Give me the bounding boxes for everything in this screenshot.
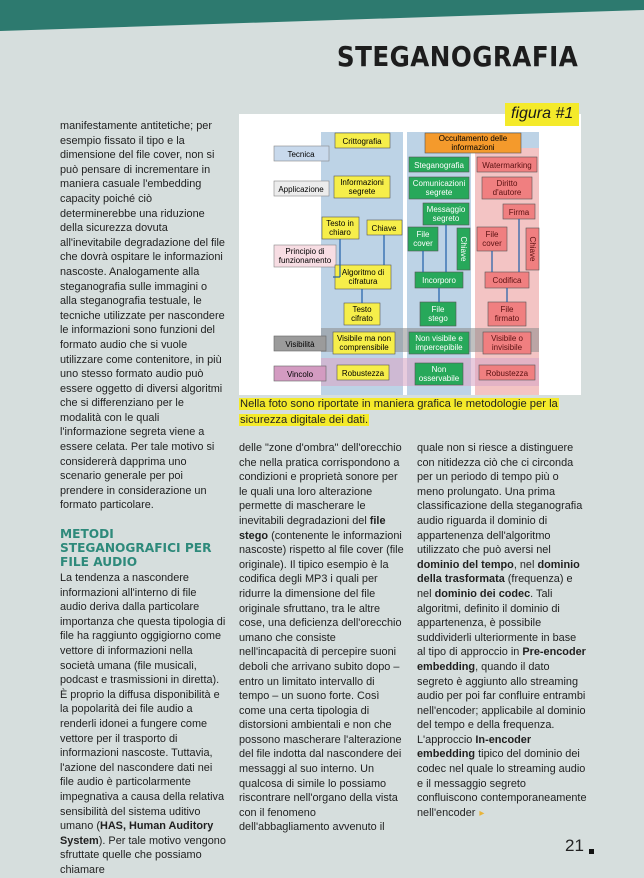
methodology-diagram [239, 114, 581, 395]
left-paragraph-1: manifestamente antitetiche; per esempio fissato il tipo e la dimensione del file cover, non si può pensare di incrementare in maniera casuale l'embedding capacity poiché ciò determinerebbe una riduzione della sicurezza dovuta all'inevitabile degradazione del file che dovrà ospitare le informazioni nascoste. Analogamente alla steganografia sulle immagini o alla steganografia testuale, le tecniche utilizzate per nascondere le informazioni sono funzioni del formato audio che si vuole utilizzare come contenitore, in più uno stesso formato audio può essere oggetto di diversi algoritmi che si differenziano per le modalità con le quali l'informazione segreta viene a essere celata. Per tale motivo si considererà dapprima uno scenario generale per poi prendere in considerazione un formato particolare. [60, 120, 225, 512]
left-column [60, 119, 226, 878]
row-label-vincolo: Vincolo [286, 370, 314, 379]
row-label-visibilita: Visibilità [285, 340, 315, 349]
svg-text:Chiave: Chiave [459, 236, 468, 262]
svg-text:invisibile: invisibile [491, 343, 523, 352]
svg-text:Chiave: Chiave [371, 224, 397, 233]
right-paragraph: quale non si riesce a distinguere con nitidezza ciò che ci circonda per un periodo di tempo più o meno prolungato. Una prima classificazione della steganografia audio riguarda il dominio di appartenenza dell'algoritmo utilizzato che può aversi nel dominio del tempo, nel dominio della trasformata (frequenza) e nel dominio dei codec. Tali algoritmi, definito il dominio di appartenenza, è possibile suddividerli ulteriormente in base al tipo di approccio in Pre-encoder embedding, quando il dato segreto è aggiunto allo streaming audio per poi far confluire entrambi nell'encoder; applicabile al dominio del tempo e della frequenza. L'approccio In-encoder embedding tipico del dominio dei codec nel quale lo streaming audio e il messaggio segreto confluiscono contemporaneamente nell'encoder ▸ [417, 442, 587, 819]
continue-arrow-icon: ▸ [479, 807, 485, 819]
svg-text:Robustezza: Robustezza [341, 369, 385, 378]
svg-text:cover: cover [413, 239, 433, 248]
section-title: STEGANOGRAFIA [336, 40, 578, 73]
svg-text:stego: stego [428, 314, 448, 323]
section-heading: METODI STEGANOGRAFICI PER FILE AUDIO [60, 527, 212, 570]
svg-text:Incorporo: Incorporo [422, 276, 456, 285]
svg-text:cifratura: cifratura [348, 277, 378, 286]
svg-text:comprensibile: comprensibile [339, 343, 389, 352]
text-informazioni: Informazioni [340, 178, 384, 187]
figure-diagram [239, 114, 581, 395]
svg-text:File: File [500, 305, 514, 314]
figure-caption: Nella foto sono riportate in maniera grafica le metodologie per la sicurezza digitale dei dati. [240, 398, 558, 426]
svg-text:d'autore: d'autore [492, 188, 522, 197]
svg-text:cover: cover [482, 239, 502, 248]
row-label-principio: Principio di [285, 247, 325, 256]
svg-text:File: File [431, 305, 445, 314]
row-label-funzionamento: funzionamento [278, 256, 332, 265]
svg-text:Occultamento delle: Occultamento delle [438, 134, 508, 143]
figure-label: figura #1 [505, 103, 579, 126]
svg-text:impercepibile: impercepibile [415, 343, 463, 352]
svg-text:cifrato: cifrato [351, 314, 373, 323]
row-label-applicazione: Applicazione [278, 185, 324, 194]
svg-text:File: File [416, 230, 430, 239]
page-number: 21 [565, 836, 584, 855]
svg-text:Visibile o: Visibile o [491, 334, 523, 343]
middle-paragraph: delle "zone d'ombra" dell'orecchio che nella pratica corrispondono a condizioni e proprietà sonore per le quali una loro alterazione permette di mascherare le inevitabili degradazioni del file stego (contenente le informazioni nascoste) rispetto al file cover (file originale). Il tipico esempio è la codifica degli MP3 i quali per ridurre la dimensione del file originale sfruttano, tra le altre cose, una deficienza dell'orecchio umano che consiste nell'incapacità di percepire suoni deboli che arrivano subito dopo – entro un limitato intervallo di tempo – un suono forte. Così come una certa tipologia di distorsioni ambientali e non che possono mascherare l'alterazione del file indotta dal nascondere dei messaggi al suo interno. Un qualcosa di simile lo possiamo riscontrare nell'organo della vista con il fenomeno dell'abbagliamento avvenuto il [239, 442, 404, 834]
middle-column [239, 441, 405, 835]
right-column [417, 441, 587, 821]
svg-text:Diritto: Diritto [496, 179, 518, 188]
svg-text:osservabile: osservabile [418, 374, 460, 383]
svg-text:chiaro: chiaro [329, 228, 351, 237]
svg-text:Messaggio: Messaggio [426, 205, 466, 214]
left-paragraph-2: La tendenza a nascondere informazioni all'interno di file audio deriva dalla particolare importanza che questa tipologia di file ha raggiunto oggigiorno come vettore di informazioni nella società umana (file musicali, podcast e trasmissioni in diretta). È proprio la diffusa disponibilità e la popolarità dei file audio a renderli idonei a fungere come vettore per il trasporto di informazioni nascoste. Tuttavia, l'azione del nascondere dati nei file audio è particolarmente impegnativa a causa della relativa sensibilità del sistema uditivo umano (HAS, Human Auditory System). Per tale motivo vengono sfruttate quelle che possiamo chiamare [60, 572, 226, 876]
svg-text:firmato: firmato [494, 314, 520, 323]
svg-text:segreto: segreto [432, 214, 460, 223]
svg-text:Testo in: Testo in [326, 219, 354, 228]
svg-text:Testo: Testo [352, 305, 372, 314]
svg-text:Codifica: Codifica [492, 276, 522, 285]
svg-text:Visibile ma non: Visibile ma non [336, 334, 392, 343]
svg-text:Firma: Firma [508, 208, 530, 217]
svg-text:Chiave: Chiave [528, 236, 537, 262]
text-crittografia: Crittografia [342, 137, 382, 146]
svg-text:segrete: segrete [425, 188, 453, 197]
svg-text:Steganografia: Steganografia [414, 161, 464, 170]
text-segrete: segrete [348, 187, 376, 196]
svg-text:File: File [485, 230, 499, 239]
svg-text:Algoritmo di: Algoritmo di [341, 268, 385, 277]
svg-text:Non visibile e: Non visibile e [415, 334, 463, 343]
svg-text:Watermarking: Watermarking [482, 161, 532, 170]
page-number-dot [589, 849, 594, 854]
svg-text:Comunicazioni: Comunicazioni [412, 179, 466, 188]
svg-text:Non: Non [431, 365, 447, 374]
top-teal-band [0, 0, 644, 32]
svg-text:informazioni: informazioni [451, 143, 495, 152]
svg-text:Robustezza: Robustezza [485, 369, 529, 378]
row-label-tecnica: Tecnica [287, 150, 315, 159]
